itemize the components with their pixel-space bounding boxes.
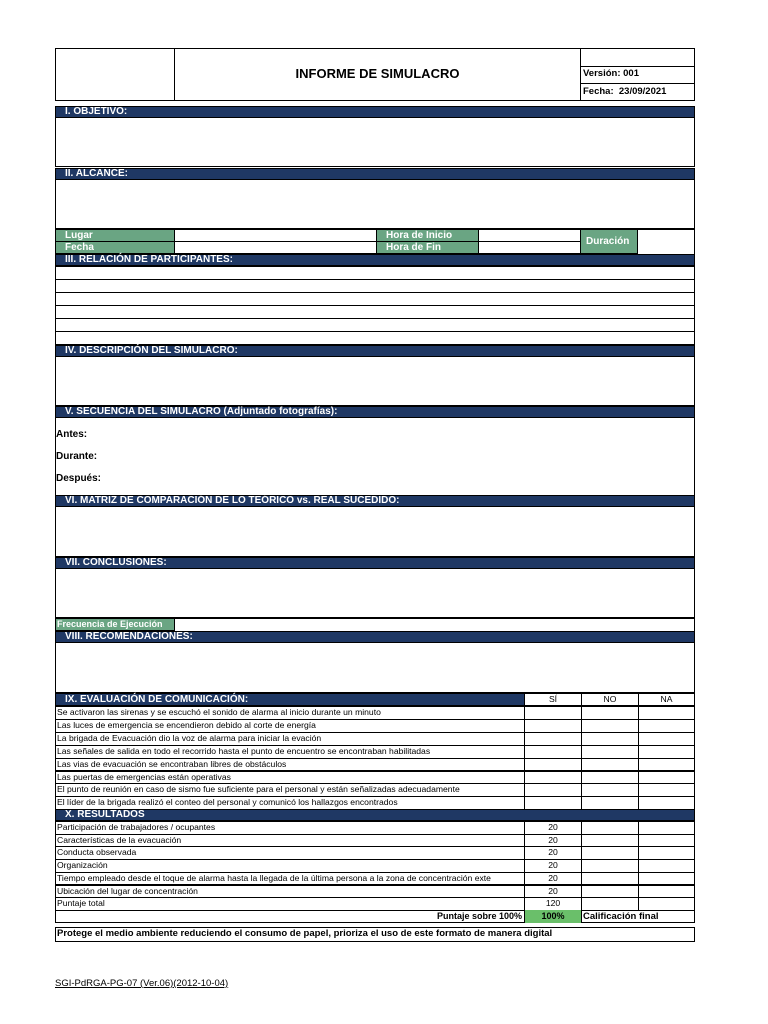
footer-note: Protege el medio ambiente reduciendo el consumo de papel, prioriza el uso de este formato de manera digital: [57, 928, 553, 939]
evaluacion-item-label: El punto de reunión en caso de sismo fue suficiente para el personal y están señalizadas adecuadamente: [57, 784, 460, 795]
section-evaluacion-header: IX. EVALUACIÓN DE COMUNICACIÓN:: [55, 693, 525, 706]
evaluacion-no-cell[interactable]: [581, 745, 639, 759]
hora-fin-label: Hora de Fin: [376, 241, 479, 254]
matriz-field[interactable]: [55, 506, 695, 557]
col-na-label: NA: [660, 694, 673, 704]
resultados-na-cell: [638, 846, 695, 860]
section-objetivo-header: I. OBJETIVO:: [55, 106, 695, 118]
resultados-no-cell: [581, 885, 639, 899]
evaluacion-item-label: Las puertas de emergencias están operativas: [57, 771, 231, 782]
frecuencia-input[interactable]: [174, 618, 695, 631]
lugar-label: Lugar: [55, 229, 175, 242]
evaluacion-si-cell[interactable]: [524, 783, 582, 797]
evaluacion-item-label: El líder de la brigada realizó el conteo del personal y comunicó los hallazgos encontrados: [57, 797, 398, 808]
resultados-value: 20: [548, 822, 558, 832]
puntaje-value: 100%: [524, 910, 582, 923]
evaluacion-si-cell[interactable]: [524, 771, 582, 785]
puntaje-label: Puntaje sobre 100%: [436, 911, 522, 921]
participantes-row[interactable]: [55, 292, 695, 306]
section-secuencia-header: V. SECUENCIA DEL SIMULACRO (Adjuntado fotografías):: [55, 406, 695, 418]
duracion-input[interactable]: [637, 229, 695, 254]
participantes-row[interactable]: [55, 305, 695, 319]
resultados-value: 20: [548, 834, 558, 845]
evaluacion-no-cell[interactable]: [581, 771, 639, 785]
frecuencia-label: Frecuencia de Ejecución: [55, 618, 175, 631]
version-text: Versión: 001: [583, 68, 639, 79]
resultados-no-cell: [581, 897, 639, 911]
section-resultados-header: X. RESULTADOS: [55, 809, 695, 821]
resultados-na-cell: [638, 859, 695, 873]
participantes-row[interactable]: [55, 279, 695, 293]
resultados-na-cell: [638, 897, 695, 911]
resultados-no-cell: [581, 859, 639, 873]
resultados-no-cell: [581, 821, 639, 835]
resultados-value: 20: [548, 885, 558, 896]
evaluacion-na-cell[interactable]: [638, 771, 695, 785]
evaluacion-no-cell[interactable]: [581, 732, 639, 746]
resultados-na-cell: [638, 834, 695, 848]
resultados-item-label: Ubicación del lugar de concentración: [57, 885, 198, 896]
participantes-row[interactable]: [55, 318, 695, 332]
section-recomendaciones-header: VIII. RECOMENDACIONES:: [55, 631, 695, 643]
hora-inicio-label: Hora de Inicio: [376, 229, 479, 242]
resultados-item-label: Características de la evacuación: [57, 834, 182, 845]
evaluacion-no-cell[interactable]: [581, 783, 639, 797]
resultados-value: 120: [545, 898, 561, 909]
hora-fin-input[interactable]: [478, 241, 581, 254]
descripcion-field[interactable]: [55, 356, 695, 406]
resultados-item-label: Organización: [57, 860, 108, 871]
section-matriz-header: VI. MATRIZ DE COMPARACIÓN DE LO TEÓRICO vs. REAL SUCEDIDO:: [55, 495, 695, 507]
recomendaciones-field[interactable]: [55, 642, 695, 693]
evaluacion-si-cell[interactable]: [524, 719, 582, 733]
date-text: Fecha: 23/09/2021: [583, 86, 667, 97]
evaluacion-si-cell[interactable]: [524, 758, 582, 772]
section-alcance-header: II. ALCANCE:: [55, 168, 695, 180]
section-conclusiones-header: VII. CONCLUSIONES:: [55, 557, 695, 569]
evaluacion-no-cell[interactable]: [581, 719, 639, 733]
section-descripcion-header: IV. DESCRIPCIÓN DEL SIMULACRO:: [55, 345, 695, 357]
evaluacion-item-label: Las luces de emergencia se encendieron debido al corte de energía: [57, 719, 316, 730]
participantes-row[interactable]: [55, 331, 695, 345]
resultados-value: 20: [548, 860, 558, 871]
fecha-label: Fecha: [55, 241, 175, 254]
antes-label: Antes:: [56, 429, 88, 440]
section-participantes-header: III. RELACIÓN DE PARTICIPANTES:: [55, 254, 695, 266]
evaluacion-si-cell[interactable]: [524, 732, 582, 746]
despues-label: Después:: [56, 473, 102, 484]
resultados-no-cell: [581, 834, 639, 848]
evaluacion-na-cell[interactable]: [638, 783, 695, 797]
fecha-input[interactable]: [174, 241, 377, 254]
resultados-item-label: Conducta observada: [57, 847, 137, 858]
document-code: SGI-PdRGA-PG-07 (Ver.06)(2012-10-04): [55, 978, 229, 989]
evaluacion-si-cell[interactable]: [524, 745, 582, 759]
resultados-no-cell: [581, 846, 639, 860]
evaluacion-na-cell[interactable]: [638, 745, 695, 759]
col-no-label: NO: [603, 694, 617, 704]
evaluacion-item-label: Las señales de salida en todo el recorrido hasta el punto de encuentro se encontraban habilitadas: [57, 745, 431, 756]
header-blank-box: [580, 48, 695, 67]
resultados-value: 20: [548, 847, 558, 858]
evaluacion-item-label: Las vias de evacuación se encontraban libres de obstáculos: [57, 758, 287, 769]
resultados-item-label: Participación de trabajadores / ocupantes: [57, 822, 216, 832]
page-title: INFORME DE SIMULACRO: [295, 66, 460, 81]
resultados-na-cell: [638, 872, 695, 886]
header-logo-box: [55, 48, 175, 101]
alcance-field[interactable]: [55, 179, 695, 229]
evaluacion-item-label: Se activaron las sirenas y se escuchó el sonido de alarma al inicio durante un minuto: [57, 707, 381, 717]
secuencia-field[interactable]: [55, 417, 695, 496]
duracion-label: Duración: [580, 229, 638, 254]
objetivo-field[interactable]: [55, 117, 695, 167]
resultados-value: 20: [548, 872, 558, 883]
evaluacion-no-cell[interactable]: [581, 758, 639, 772]
resultados-no-cell: [581, 872, 639, 886]
calificacion-label: Calificación final: [583, 911, 659, 922]
evaluacion-no-cell[interactable]: [581, 706, 639, 720]
evaluacion-na-cell[interactable]: [638, 732, 695, 746]
col-si-label: SÍ: [548, 694, 558, 704]
conclusiones-field[interactable]: [55, 568, 695, 618]
resultados-item-label: Puntaje total: [57, 898, 105, 909]
evaluacion-item-label: La brigada de Evacuación dio la voz de alarma para iniciar la evación: [57, 732, 322, 743]
evaluacion-na-cell[interactable]: [638, 758, 695, 772]
resultados-na-cell: [638, 885, 695, 899]
evaluacion-na-cell[interactable]: [638, 706, 695, 720]
resultados-na-cell: [638, 821, 695, 835]
evaluacion-na-cell[interactable]: [638, 719, 695, 733]
participantes-row[interactable]: [55, 266, 695, 280]
resultados-item-label: Tiempo empleado desde el toque de alarma hasta la llegada de la última persona a la zona de concentración exte: [57, 872, 491, 883]
durante-label: Durante:: [56, 451, 98, 462]
evaluacion-si-cell[interactable]: [524, 706, 582, 720]
